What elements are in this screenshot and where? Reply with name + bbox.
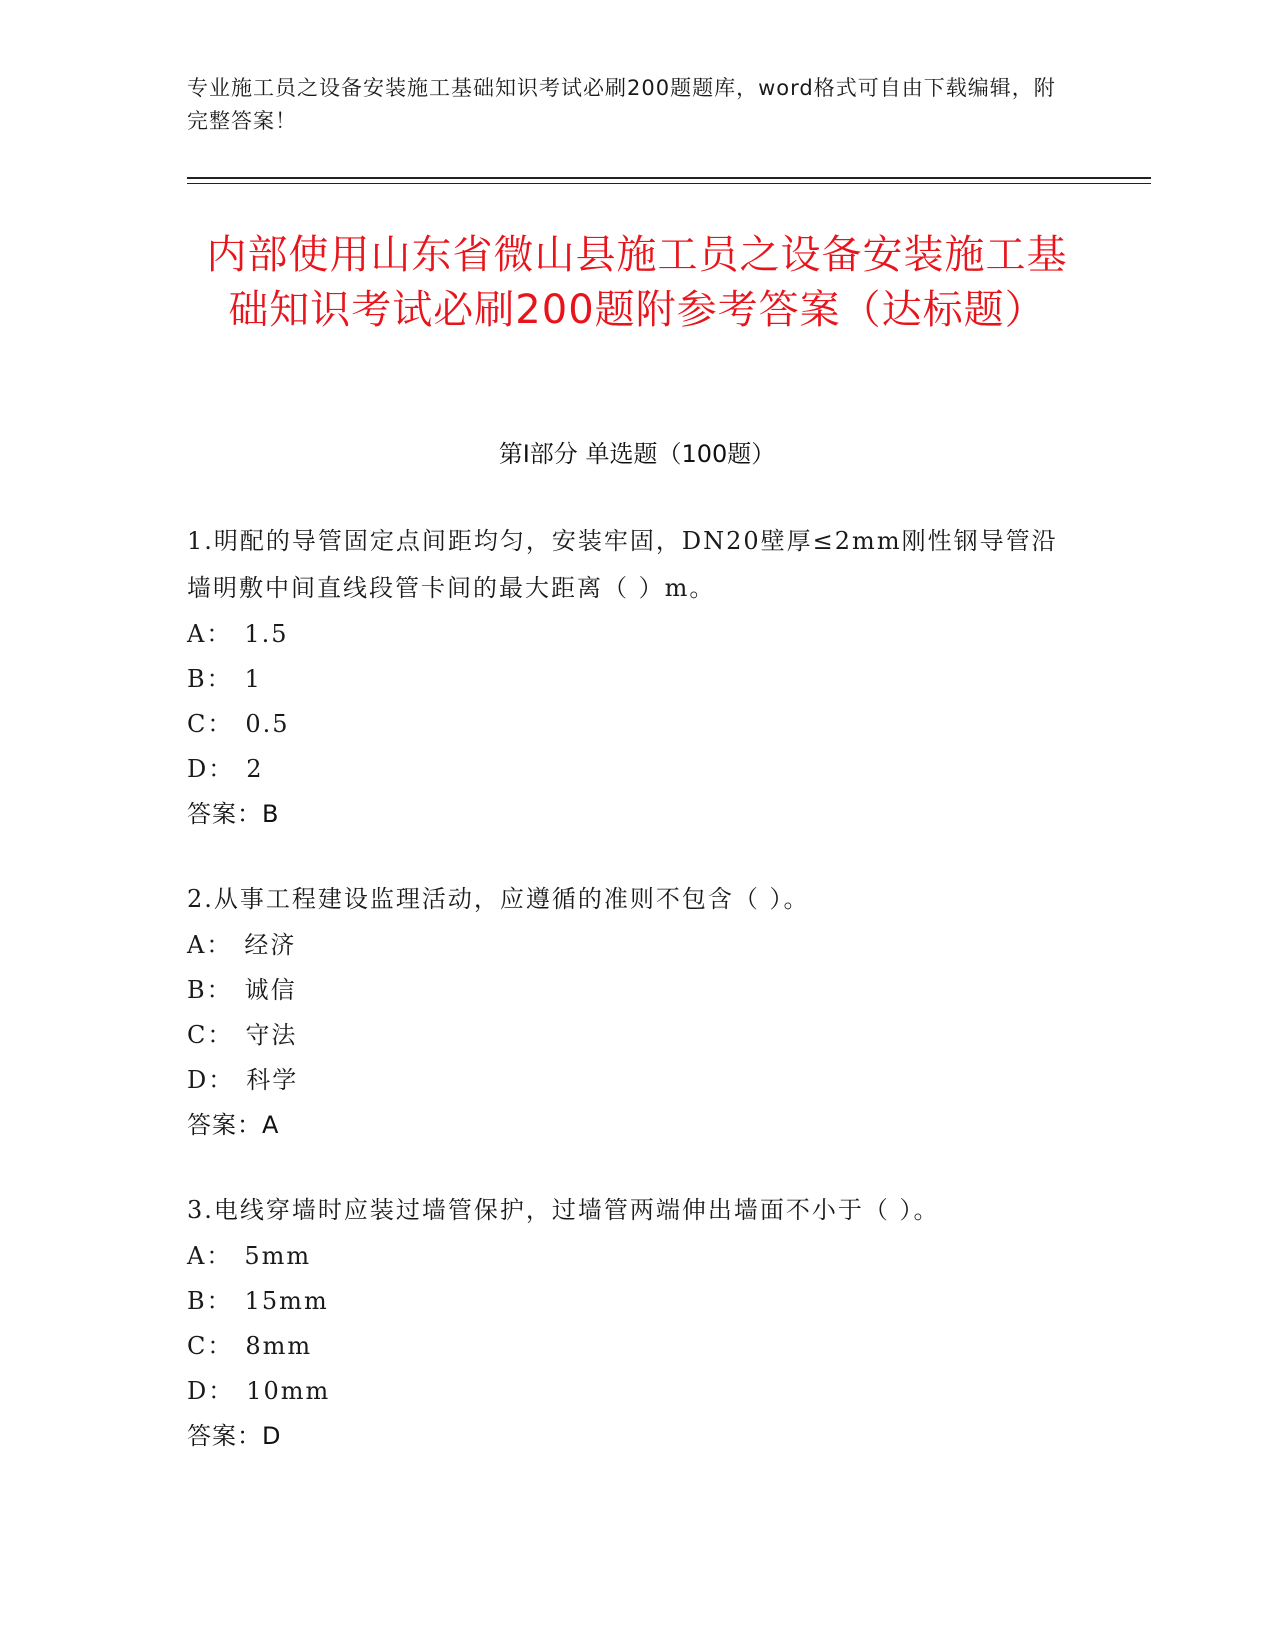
answer-line: 答案：D <box>187 1422 282 1450</box>
answer-line: 答案：A <box>187 1111 280 1139</box>
option-letter: A <box>187 1242 207 1270</box>
option-separator: ： <box>206 665 233 693</box>
option-text: 1 <box>244 665 262 693</box>
option-text: 0.5 <box>245 710 290 738</box>
option-letter: B <box>187 976 207 1004</box>
question-2 <box>187 876 1067 1148</box>
option-c <box>187 1324 1067 1369</box>
option-b <box>187 1279 1067 1324</box>
option-text: 2 <box>246 755 264 783</box>
option-text: 10mm <box>246 1377 331 1405</box>
option-letter: D <box>187 1066 209 1094</box>
option-separator: ： <box>208 1066 235 1094</box>
option-letter: C <box>187 1021 208 1049</box>
section-title: 第Ⅰ部分 单选题（100题） <box>498 440 776 468</box>
document-title: 内部使用山东省微山县施工员之设备安装施工基础知识考试必刷200题附参考答案（达标题） <box>206 232 1068 333</box>
option-text: 经济 <box>244 931 297 959</box>
option-d <box>187 1058 1067 1103</box>
answer-line: 答案：B <box>187 800 280 828</box>
option-d <box>187 747 1067 792</box>
question-stem: 3.电线穿墙时应装过墙管保护，过墙管两端伸出墙面不小于（ ）。 <box>187 1196 940 1224</box>
option-text: 15mm <box>244 1287 329 1315</box>
header-note: 专业施工员之设备安装施工基础知识考试必刷200题题库，word格式可自由下载编辑，附完整答案！ <box>187 76 1056 133</box>
option-letter: C <box>187 1332 208 1360</box>
option-separator: ： <box>206 976 233 1004</box>
option-text: 守法 <box>245 1021 298 1049</box>
question-3 <box>187 1187 1067 1459</box>
question-stem: 2.从事工程建设监理活动，应遵循的准则不包含（ ）。 <box>187 885 810 913</box>
option-a <box>187 1234 1067 1279</box>
question-list <box>187 526 1067 1506</box>
option-letter: B <box>187 1287 207 1315</box>
option-separator: ： <box>207 710 234 738</box>
option-separator: ： <box>206 931 233 959</box>
option-text: 科学 <box>246 1066 299 1094</box>
option-a <box>187 612 1067 657</box>
header-divider-thin <box>187 183 1151 184</box>
header-divider-thick <box>187 177 1151 179</box>
question-1 <box>187 518 1067 837</box>
option-text: 8mm <box>245 1332 313 1360</box>
option-letter: D <box>187 755 209 783</box>
option-separator: ： <box>208 1377 235 1405</box>
option-letter: A <box>187 931 207 959</box>
option-separator: ： <box>207 1332 234 1360</box>
option-separator: ： <box>207 1021 234 1049</box>
option-d <box>187 1369 1067 1414</box>
question-stem: 1.明配的导管固定点间距均匀，安装牢固，DN20壁厚≤2mm刚性钢导管沿墙明敷中间直线段管卡间的最大距离（ ）m。 <box>187 527 1058 602</box>
option-a <box>187 923 1067 968</box>
option-b <box>187 657 1067 702</box>
option-c <box>187 702 1067 747</box>
option-b <box>187 968 1067 1013</box>
option-separator: ： <box>208 755 235 783</box>
option-text: 诚信 <box>244 976 297 1004</box>
option-c <box>187 1013 1067 1058</box>
option-letter: C <box>187 710 208 738</box>
option-separator: ： <box>206 1242 233 1270</box>
option-text: 1.5 <box>244 620 289 648</box>
option-separator: ： <box>206 620 233 648</box>
option-letter: D <box>187 1377 209 1405</box>
option-text: 5mm <box>244 1242 312 1270</box>
option-letter: B <box>187 665 207 693</box>
option-separator: ： <box>206 1287 233 1315</box>
option-letter: A <box>187 620 207 648</box>
